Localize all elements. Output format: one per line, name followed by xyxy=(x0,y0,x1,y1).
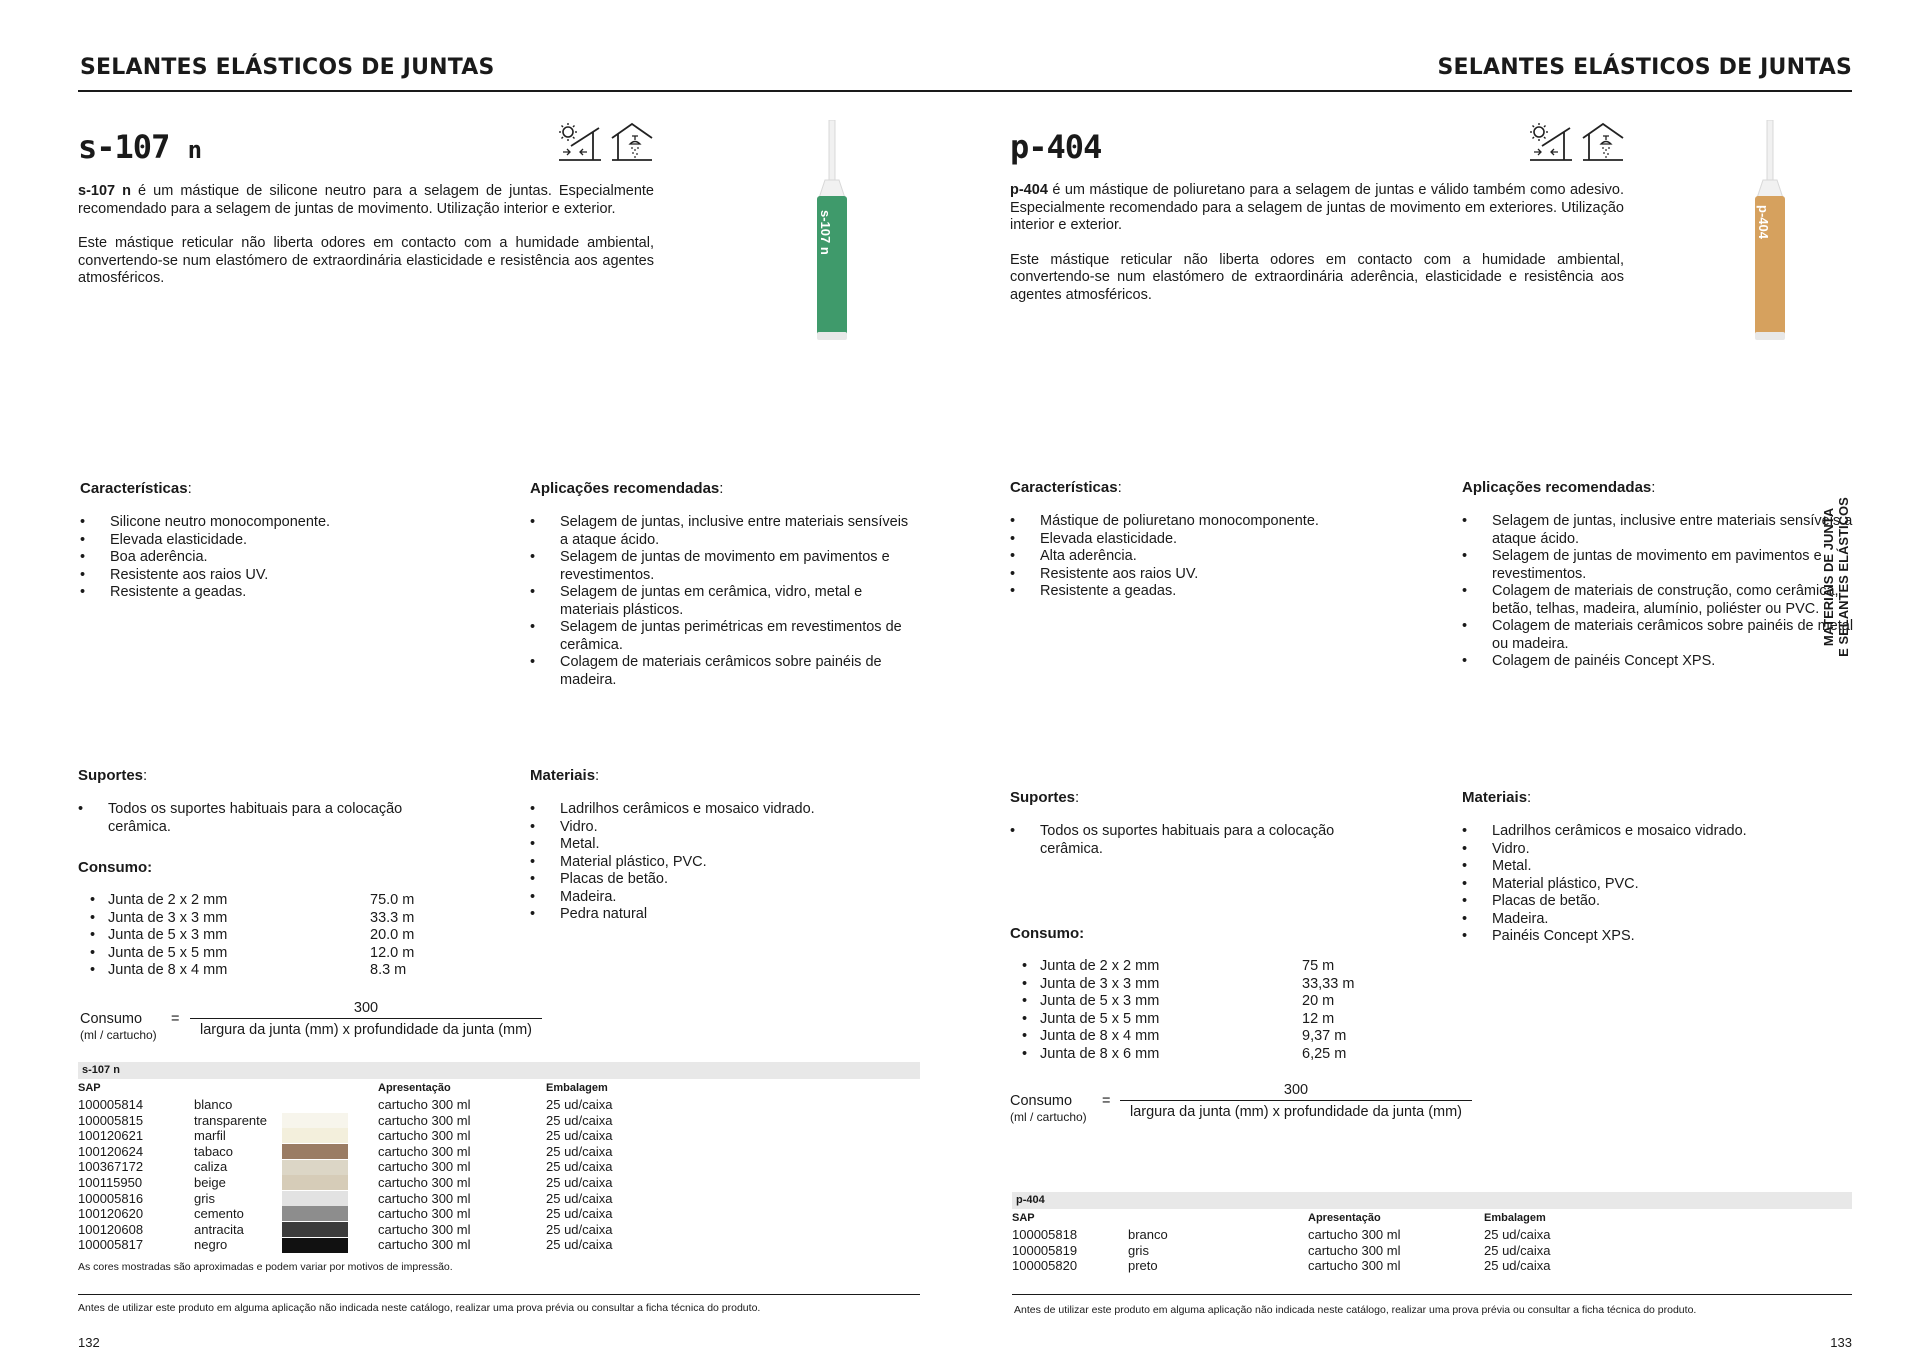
consumo-value: 75 m xyxy=(1302,958,1335,974)
consumo-label: Junta de 5 x 5 mm xyxy=(1040,1010,1160,1027)
outdoor-use-icon xyxy=(1528,122,1574,162)
consumo-label: Junta de 8 x 4 mm xyxy=(108,962,228,978)
consumo-row xyxy=(80,962,440,980)
formula-fraction-line xyxy=(1120,1100,1472,1101)
col-apresentacao: Apresentação xyxy=(378,1082,451,1094)
cell-sap: 100005819 xyxy=(1012,1242,1078,1258)
cell-color: gris xyxy=(194,1190,215,1206)
list-item: • Placas de betão. xyxy=(530,871,910,889)
cell-apresentacao: cartucho 300 ml xyxy=(378,1174,471,1190)
list-item: • Vidro. xyxy=(1462,841,1842,859)
table-row xyxy=(78,1175,920,1191)
formula-fraction-line xyxy=(190,1018,542,1019)
indoor-shower-icon xyxy=(610,122,654,162)
list-item: • Ladrilhos cerâmicos e mosaico vidrado. xyxy=(1462,823,1842,841)
col-embalagem: Embalagem xyxy=(546,1082,608,1094)
formula-lhs-unit: (ml / cartucho) xyxy=(1010,1110,1087,1124)
cell-embalagem: 25 ud/caixa xyxy=(1484,1227,1551,1242)
bullet: • xyxy=(1022,975,1028,992)
formula-lhs-label: Consumo xyxy=(1010,1093,1073,1109)
color-swatch xyxy=(282,1191,348,1206)
aplicacoes-list xyxy=(1462,513,1854,671)
table-title-bar: s-107 n xyxy=(78,1062,920,1079)
list-item: • Selagem de juntas, inclusive entre materiais sensíveis a ataque ácido. xyxy=(530,514,920,549)
header-rule xyxy=(78,90,1852,92)
cell-embalagem: 25 ud/caixa xyxy=(546,1221,613,1237)
table-header xyxy=(78,1079,920,1097)
formula-numerator: 300 xyxy=(1283,1082,1309,1098)
page-number-right: 133 xyxy=(1830,1335,1852,1350)
consumo-value: 33,33 m xyxy=(1302,975,1355,992)
color-swatch xyxy=(282,1128,348,1143)
side-tab-line2: E SELANTES ELÁSTICOS xyxy=(1836,497,1851,657)
aplicacoes-section xyxy=(530,480,920,689)
consumo-value: 75.0 m xyxy=(370,892,415,908)
materiais-title: Materiais: xyxy=(530,767,600,784)
indoor-shower-icon xyxy=(1581,122,1625,162)
list-item: • Vidro. xyxy=(530,819,910,837)
cell-sap: 100005820 xyxy=(1012,1258,1078,1274)
cell-color: blanco xyxy=(194,1097,233,1112)
bullet: • xyxy=(1022,993,1028,1009)
consumo-title: Consumo: xyxy=(78,859,153,876)
list-item: • Boa aderência. xyxy=(80,549,480,567)
aplicacoes-section xyxy=(1462,479,1854,671)
cell-color: transparente xyxy=(194,1112,267,1128)
product-name-s107n xyxy=(78,128,201,166)
table-note: As cores mostradas são aproximadas e podem variar por motivos de impressão. xyxy=(78,1260,453,1273)
side-tab-line1: MATERIAIS DE JUNTA xyxy=(1821,507,1836,647)
bullet: • xyxy=(1022,1010,1028,1027)
consumo-list xyxy=(80,892,440,980)
consumo-value: 6,25 m xyxy=(1302,1045,1347,1062)
list-item: • Selagem de juntas de movimento em pavimentos e revestimentos. xyxy=(530,549,920,584)
list-item: • Resistente aos raios UV. xyxy=(80,567,480,585)
cell-color: gris xyxy=(1128,1242,1149,1258)
bullet: • xyxy=(1022,1028,1028,1044)
outdoor-use-icon xyxy=(557,122,603,162)
color-swatch xyxy=(282,1160,348,1175)
formula-equals: = xyxy=(1102,1093,1111,1109)
cell-sap: 100120608 xyxy=(78,1221,144,1237)
color-swatch xyxy=(282,1222,348,1237)
consumo-label: Junta de 5 x 5 mm xyxy=(108,944,228,961)
product-table xyxy=(1012,1192,1852,1274)
cell-apresentacao: cartucho 300 ml xyxy=(378,1159,471,1175)
table-row xyxy=(78,1097,920,1113)
cell-sap: 100120624 xyxy=(78,1143,144,1159)
list-item: • Colagem de materiais cerâmicos sobre painéis de metal ou madeira. xyxy=(1462,618,1854,653)
consumo-label: Junta de 3 x 3 mm xyxy=(1040,975,1160,992)
list-item: • Elevada elasticidade. xyxy=(1010,531,1410,549)
formula-lhs xyxy=(1010,1093,1087,1125)
list-item: • Alta aderência. xyxy=(1010,548,1410,566)
cell-color: cemento xyxy=(194,1206,244,1222)
consumo-label: Junta de 5 x 3 mm xyxy=(1040,993,1160,1009)
right-page-title: SELANTES ELÁSTICOS DE JUNTAS xyxy=(1437,55,1852,80)
materiais-list xyxy=(530,801,910,924)
list-item: • Colagem de painéis Concept XPS. xyxy=(1462,653,1854,671)
cell-apresentacao: cartucho 300 ml xyxy=(378,1237,471,1253)
table-header xyxy=(1012,1209,1852,1227)
list-item: • Metal. xyxy=(530,836,910,854)
description-paragraph-1 xyxy=(1010,182,1624,235)
consumo-label: Junta de 8 x 4 mm xyxy=(1040,1028,1160,1044)
list-item: • Material plástico, PVC. xyxy=(1462,876,1842,894)
consumo-row xyxy=(80,927,440,945)
product-description xyxy=(78,183,654,305)
cell-apresentacao: cartucho 300 ml xyxy=(378,1128,471,1144)
list-item: • Todos os suportes habituais para a colocação cerâmica. xyxy=(78,801,438,836)
cell-sap: 100367172 xyxy=(78,1159,144,1175)
description-paragraph-2: Este mástique reticular não liberta odores em contacto com a humidade ambiental, convertendo-se num elastómero de extraordinária elasticidade e resistência aos agentes atmosféricos. xyxy=(78,235,654,286)
cell-embalagem: 25 ud/caixa xyxy=(546,1112,613,1128)
cell-embalagem: 25 ud/caixa xyxy=(1484,1258,1551,1274)
cell-embalagem: 25 ud/caixa xyxy=(546,1143,613,1159)
consumo-label: Junta de 8 x 6 mm xyxy=(1040,1045,1160,1062)
caracteristicas-list xyxy=(80,514,480,602)
cell-embalagem: 25 ud/caixa xyxy=(546,1190,613,1206)
cell-apresentacao: cartucho 300 ml xyxy=(378,1206,471,1222)
table-row xyxy=(1012,1243,1852,1259)
product-table xyxy=(78,1062,920,1273)
materiais-section xyxy=(530,767,910,924)
cell-color: branco xyxy=(1128,1227,1168,1242)
table-title-bar: p-404 xyxy=(1012,1192,1852,1209)
col-apresentacao: Apresentação xyxy=(1308,1212,1381,1224)
description-product-name: s-107 n xyxy=(78,183,131,199)
table-row xyxy=(1012,1258,1852,1274)
table-row xyxy=(78,1128,920,1144)
list-item: • Selagem de juntas de movimento em pavimentos e revestimentos. xyxy=(1462,548,1854,583)
cell-sap: 100005814 xyxy=(78,1097,144,1112)
cell-sap: 100005815 xyxy=(78,1112,144,1128)
consumo-row xyxy=(80,910,440,928)
description-paragraph-2: Este mástique reticular não liberta odores em contacto com a humidade ambiental, convertendo-se num elastómero de extraordinária aderência, elasticidade e resistência aos agentes atmosféricos. xyxy=(1010,251,1624,303)
cell-embalagem: 25 ud/caixa xyxy=(1484,1242,1551,1258)
cartridge-label: p-404 xyxy=(1756,205,1771,239)
list-item: • Material plástico, PVC. xyxy=(530,854,910,872)
list-item: • Madeira. xyxy=(1462,911,1842,929)
caracteristicas-title: Características: xyxy=(80,480,192,497)
list-item: • Todos os suportes habituais para a colocação cerâmica. xyxy=(1010,823,1370,858)
table-row xyxy=(78,1113,920,1129)
caracteristicas-list xyxy=(1010,513,1410,601)
table-row xyxy=(78,1237,920,1253)
cell-sap: 100005818 xyxy=(1012,1227,1078,1242)
consumo-value: 8.3 m xyxy=(370,962,407,978)
list-item: • Elevada elasticidade. xyxy=(80,532,480,550)
footer-rule-right xyxy=(1012,1294,1852,1295)
left-page-title: SELANTES ELÁSTICOS DE JUNTAS xyxy=(80,55,495,80)
cell-sap: 100005816 xyxy=(78,1190,144,1206)
product-name-p404: p-404 xyxy=(1010,128,1102,166)
suportes-list xyxy=(78,801,438,836)
consumo-label: Junta de 5 x 3 mm xyxy=(108,927,228,943)
consumo-row xyxy=(80,892,440,910)
list-item: • Resistente a geadas. xyxy=(80,584,480,602)
cell-embalagem: 25 ud/caixa xyxy=(546,1128,613,1144)
list-item: • Resistente aos raios UV. xyxy=(1010,566,1410,584)
cell-sap: 100120621 xyxy=(78,1128,144,1144)
list-item: • Selagem de juntas em cerâmica, vidro, metal e materiais plásticos. xyxy=(530,584,920,619)
consumo-value: 20 m xyxy=(1302,993,1335,1009)
cell-color: caliza xyxy=(194,1159,228,1175)
list-item: • Selagem de juntas, inclusive entre materiais sensíveis a ataque ácido. xyxy=(1462,513,1854,548)
description-text: é um mástique de poliuretano para a selagem de juntas e válido também como adesivo. Especialmente recomendado para a selagem de juntas de movimento em exteriores. Utilização interior e exterior. xyxy=(1010,182,1624,233)
product-description xyxy=(1010,182,1624,321)
caracteristicas-section xyxy=(80,480,480,602)
cell-embalagem: 25 ud/caixa xyxy=(546,1237,613,1253)
col-sap: SAP xyxy=(1012,1212,1035,1224)
table-body xyxy=(1012,1227,1852,1274)
bullet: • xyxy=(90,892,96,908)
cell-apresentacao: cartucho 300 ml xyxy=(378,1097,471,1112)
list-item: • Pedra natural xyxy=(530,906,910,924)
cell-apresentacao: cartucho 300 ml xyxy=(1308,1242,1401,1258)
consumo-row xyxy=(1012,976,1372,994)
col-sap: SAP xyxy=(78,1082,101,1094)
list-item: • Ladrilhos cerâmicos e mosaico vidrado. xyxy=(530,801,910,819)
table-row xyxy=(1012,1227,1852,1243)
cell-color: preto xyxy=(1128,1258,1158,1274)
cell-color: negro xyxy=(194,1237,228,1253)
aplicacoes-title: Aplicações recomendadas: xyxy=(1462,479,1656,496)
cell-color: antracita xyxy=(194,1221,244,1237)
consumo-row xyxy=(1012,1028,1372,1046)
description-paragraph-1 xyxy=(78,183,654,218)
cell-apresentacao: cartucho 300 ml xyxy=(378,1112,471,1128)
consumo-row xyxy=(80,945,440,963)
materiais-list xyxy=(1462,823,1842,946)
formula-denominator: largura da junta (mm) x profundidade da junta (mm) xyxy=(1129,1104,1463,1120)
bullet: • xyxy=(90,944,96,961)
bullet: • xyxy=(90,962,96,978)
product-name-main: s-107 xyxy=(78,128,170,166)
consumo-row xyxy=(1012,1011,1372,1029)
consumo-row xyxy=(1012,958,1372,976)
consumo-row xyxy=(1012,1046,1372,1064)
cell-embalagem: 25 ud/caixa xyxy=(546,1174,613,1190)
formula-denominator: largura da junta (mm) x profundidade da junta (mm) xyxy=(199,1022,533,1038)
aplicacoes-list xyxy=(530,514,920,689)
footer-note-left: Antes de utilizar este produto em alguma aplicação não indicada neste catálogo, realizar uma prova prévia ou consultar a ficha técnica do produto. xyxy=(78,1302,761,1314)
color-swatch xyxy=(282,1238,348,1253)
footer-rule-left xyxy=(78,1294,920,1295)
cartridge-label: s-107 n xyxy=(818,210,833,255)
list-item: • Metal. xyxy=(1462,858,1842,876)
suportes-title: Suportes: xyxy=(78,767,148,784)
caracteristicas-title: Características: xyxy=(1010,479,1122,496)
color-swatch xyxy=(282,1113,348,1128)
cell-color: marfil xyxy=(194,1128,226,1144)
formula-numerator: 300 xyxy=(353,1000,379,1016)
bullet: • xyxy=(1022,958,1028,974)
list-item: • Painéis Concept XPS. xyxy=(1462,928,1842,946)
cell-apresentacao: cartucho 300 ml xyxy=(1308,1227,1401,1242)
consumo-label: Junta de 2 x 2 mm xyxy=(108,892,228,908)
consumo-list xyxy=(1012,958,1372,1063)
table-row xyxy=(78,1191,920,1207)
color-swatch xyxy=(282,1175,348,1190)
materiais-section xyxy=(1462,789,1842,946)
bullet: • xyxy=(90,909,96,926)
cell-color: tabaco xyxy=(194,1143,234,1159)
list-item: • Colagem de materiais de construção, como cerâmica, betão, telhas, madeira, alumínio, poliéster ou PVC. xyxy=(1462,583,1854,618)
cell-apresentacao: cartucho 300 ml xyxy=(378,1190,471,1206)
consumo-value: 12 m xyxy=(1302,1010,1335,1027)
list-item: • Selagem de juntas perimétricas em revestimentos de cerâmica. xyxy=(530,619,920,654)
description-product-name: p-404 xyxy=(1010,182,1048,198)
color-swatch xyxy=(282,1144,348,1159)
suportes-list xyxy=(1010,823,1370,858)
description-text: é um mástique de silicone neutro para a selagem de juntas. Especialmente recomendado para a selagem de juntas de movimento. Utilização interior e exterior. xyxy=(78,183,654,217)
consumo-value: 9,37 m xyxy=(1302,1028,1347,1044)
cell-color: beige xyxy=(194,1174,226,1190)
table-row xyxy=(78,1144,920,1160)
table-row xyxy=(78,1206,920,1222)
formula-lhs-label: Consumo xyxy=(80,1011,143,1027)
cell-embalagem: 25 ud/caixa xyxy=(546,1159,613,1175)
col-embalagem: Embalagem xyxy=(1484,1212,1546,1224)
suportes-section xyxy=(78,767,438,836)
cell-sap: 100115950 xyxy=(78,1174,143,1190)
caracteristicas-section xyxy=(1010,479,1410,601)
consumo-value: 20.0 m xyxy=(370,927,415,943)
table-body xyxy=(78,1097,920,1253)
suportes-section xyxy=(1010,789,1370,858)
bullet: • xyxy=(1022,1045,1028,1062)
consumo-value: 12.0 m xyxy=(370,944,415,961)
list-item: • Silicone neutro monocomponente. xyxy=(80,514,480,532)
table-row xyxy=(78,1222,920,1238)
consumo-title: Consumo: xyxy=(1010,925,1085,942)
footer-note-right: Antes de utilizar este produto em alguma aplicação não indicada neste catálogo, realizar uma prova prévia ou consultar a ficha técnica do produto. xyxy=(1014,1304,1697,1316)
list-item: • Placas de betão. xyxy=(1462,893,1842,911)
cell-apresentacao: cartucho 300 ml xyxy=(378,1143,471,1159)
color-swatch xyxy=(282,1097,348,1112)
cell-apresentacao: cartucho 300 ml xyxy=(378,1221,471,1237)
list-item: • Resistente a geadas. xyxy=(1010,583,1410,601)
product-name-suffix: n xyxy=(187,136,202,164)
list-item: • Mástique de poliuretano monocomponente. xyxy=(1010,513,1410,531)
aplicacoes-title: Aplicações recomendadas: xyxy=(530,480,724,497)
formula-lhs-unit: (ml / cartucho) xyxy=(80,1028,157,1042)
cell-sap: 100005817 xyxy=(78,1237,144,1253)
page-number-left: 132 xyxy=(78,1335,100,1350)
list-item: • Colagem de materiais cerâmicos sobre painéis de madeira. xyxy=(530,654,920,689)
consumo-row xyxy=(1012,993,1372,1011)
cell-sap: 100120620 xyxy=(78,1206,144,1222)
color-swatch xyxy=(282,1206,348,1221)
consumo-value: 33.3 m xyxy=(370,909,415,926)
cell-apresentacao: cartucho 300 ml xyxy=(1308,1258,1401,1274)
list-item: • Madeira. xyxy=(530,889,910,907)
formula-lhs xyxy=(80,1011,157,1043)
table-row xyxy=(78,1159,920,1175)
formula-equals: = xyxy=(171,1011,180,1027)
suportes-title: Suportes: xyxy=(1010,789,1080,806)
consumo-label: Junta de 3 x 3 mm xyxy=(108,909,228,926)
consumo-label: Junta de 2 x 2 mm xyxy=(1040,958,1160,974)
bullet: • xyxy=(90,927,96,943)
cell-embalagem: 25 ud/caixa xyxy=(546,1206,613,1222)
cell-embalagem: 25 ud/caixa xyxy=(546,1097,613,1112)
materiais-title: Materiais: xyxy=(1462,789,1532,806)
